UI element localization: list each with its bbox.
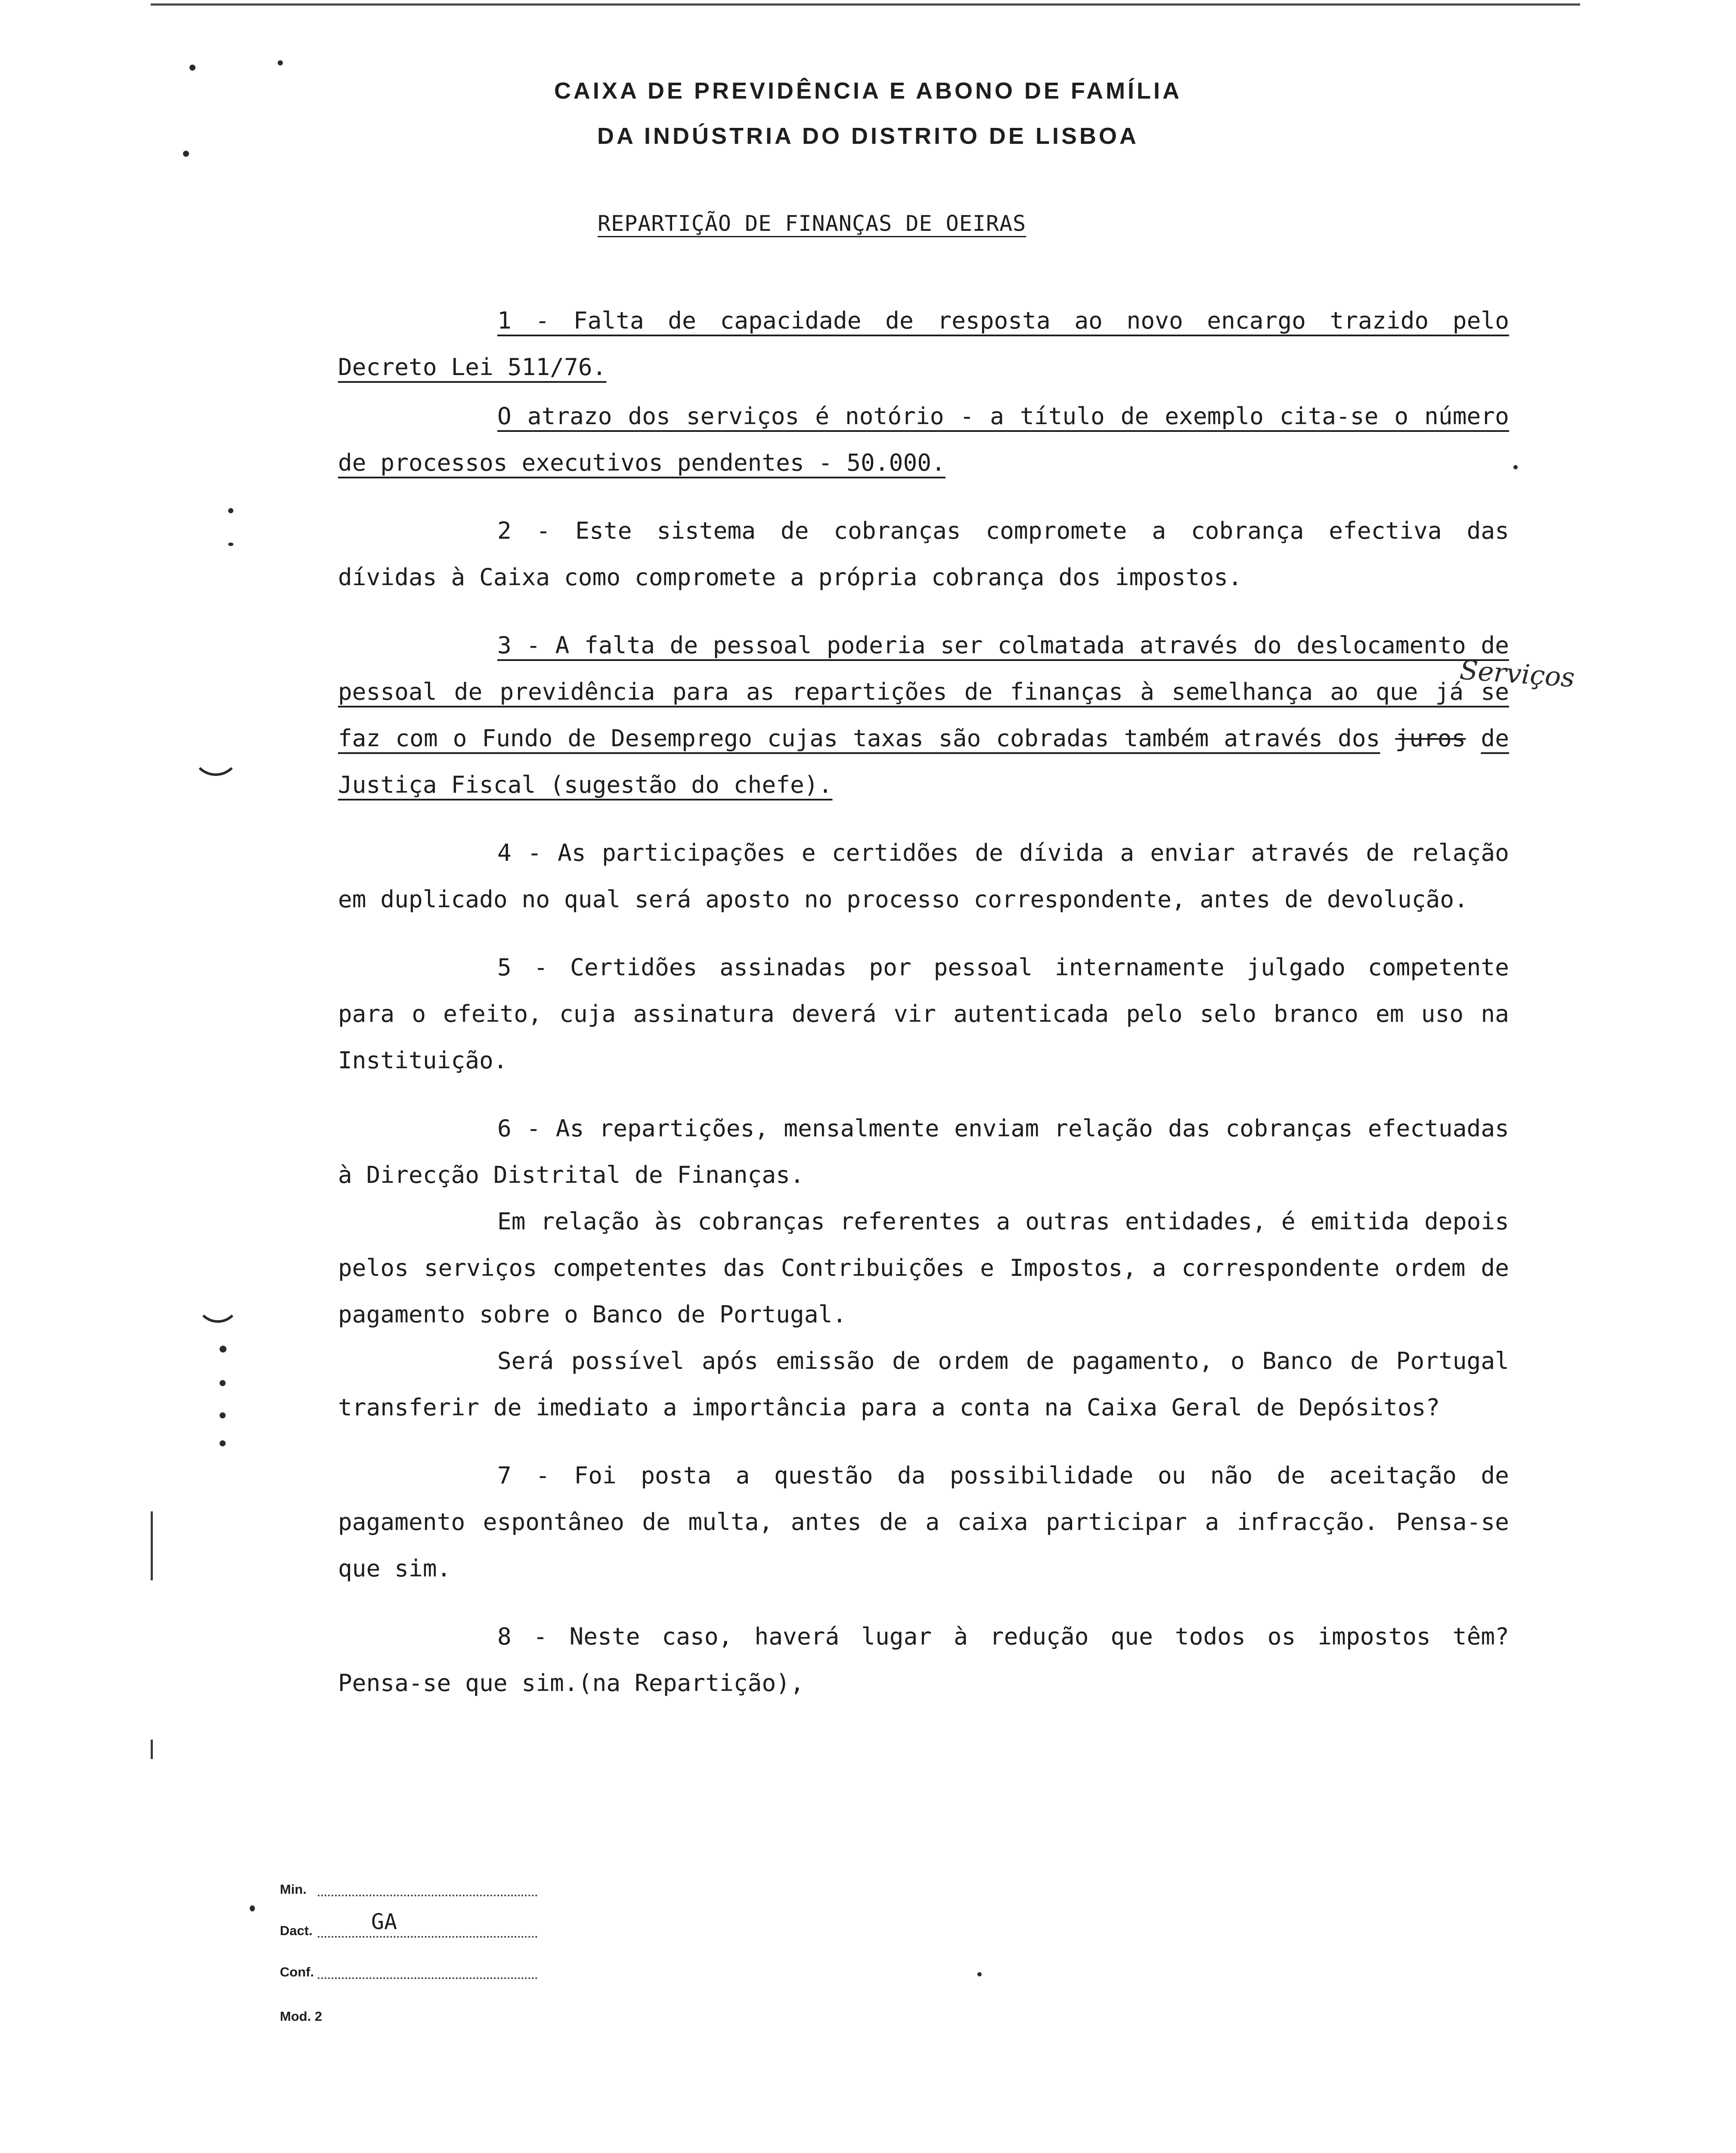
paragraph-6c: Será possível após emissão de ordem de pagamento, o Banco de Portugal transferir de imediato a importância para a conta na Caixa Geral de Depósitos? — [338, 1347, 1509, 1421]
scan-speck — [220, 1440, 226, 1446]
scan-speck — [250, 1905, 255, 1911]
paragraph-4: 4 - As participações e certidões de dívida a enviar através de relação em duplicado no qual será aposto no processo correspondente, antes de devolução. — [338, 839, 1509, 913]
header-line-2: DA INDÚSTRIA DO DISTRITO DE LISBOA — [597, 123, 1139, 149]
paragraph-7: 7 - Foi posta a questão da possibilidade ou não de aceitação de pagamento espontâneo de multa, antes de a caixa participar a infracção. Pensa-se que sim. — [338, 1461, 1509, 1582]
conf-dotted-line — [318, 1977, 537, 1979]
scan-speck — [228, 508, 233, 513]
paragraph-6: 6 - As repartições, mensalmente enviam relação das cobranças efectuadas à Direcção Distrital de Finanças. — [338, 1114, 1509, 1188]
form-row-dact — [280, 1906, 521, 1947]
struck-word: juros — [1395, 724, 1466, 752]
paragraph-5: 5 - Certidões assinadas por pessoal internamente julgado competente para o efeito, cuja assinatura deverá vir autenticada pelo selo branco em uso na Instituição. — [338, 953, 1509, 1074]
office-title: REPARTIÇÃO DE FINANÇAS DE OEIRAS — [598, 211, 1026, 236]
form-row-conf — [280, 1947, 521, 1989]
conf-label: Conf. — [280, 1964, 314, 1979]
top-rule — [151, 3, 1580, 6]
scan-speck — [220, 1412, 226, 1418]
document-body — [338, 297, 1509, 1706]
dact-value: GA — [371, 1909, 397, 1934]
min-dotted-line — [318, 1895, 537, 1896]
scan-speck — [278, 60, 283, 65]
form-row-min — [280, 1864, 521, 1906]
margin-vertical-mark — [151, 1740, 153, 1759]
margin-bracket-mark — [196, 1283, 240, 1323]
scan-speck — [228, 543, 233, 546]
dact-label: Dact. — [280, 1923, 313, 1938]
margin-vertical-mark — [151, 1511, 153, 1580]
scan-speck — [220, 1346, 226, 1353]
paragraph-6b: Em relação às cobranças referentes a outras entidades, é emitida depois pelos serviços competentes das Contribuições e Impostos, a correspondente ordem de pagamento sobre o Banco de Portugal. — [338, 1207, 1509, 1328]
paragraph-2: 2 - Este sistema de cobranças compromete a cobrança efectiva das dívidas à Caixa como compromete a própria cobrança dos impostos. — [338, 517, 1509, 591]
dact-dotted-line — [318, 1936, 537, 1938]
paragraph-8: 8 - Neste caso, haverá lugar à redução que todos os impostos têm? Pensa-se que sim.(na Repartição), — [338, 1623, 1509, 1697]
header-line-1: CAIXA DE PREVIDÊNCIA E ABONO DE FAMÍLIA — [554, 78, 1182, 104]
form-fields — [280, 1864, 521, 1989]
paragraph-1: 1 - Falta de capacidade de resposta ao novo encargo trazido pelo Decreto Lei 511/76. — [338, 307, 1509, 381]
scan-speck — [977, 1972, 982, 1976]
paragraph-1b: O atrazo dos serviços é notório - a título de exemplo cita-se o número de processos executivos pendentes - 50.000. — [338, 402, 1509, 476]
scan-speck — [189, 65, 195, 71]
paragraph-3: 3 - A falta de pessoal poderia ser colmatada através do deslocamento de pessoal de previdência para as repartições de finanças à semelhança ao que já se faz com o Fundo de Desemprego cujas taxas são cobradas também através dos juros de Justiça Fiscal (sugestão do chefe). — [338, 631, 1510, 798]
scan-speck — [183, 151, 189, 157]
margin-bracket-mark — [192, 732, 240, 776]
min-label: Min. — [280, 1882, 307, 1897]
scan-speck — [220, 1380, 226, 1386]
model-number: Mod. 2 — [280, 2009, 322, 2024]
scan-speck — [1513, 465, 1518, 469]
handwritten-margin-note: Serviços — [1458, 654, 1576, 694]
